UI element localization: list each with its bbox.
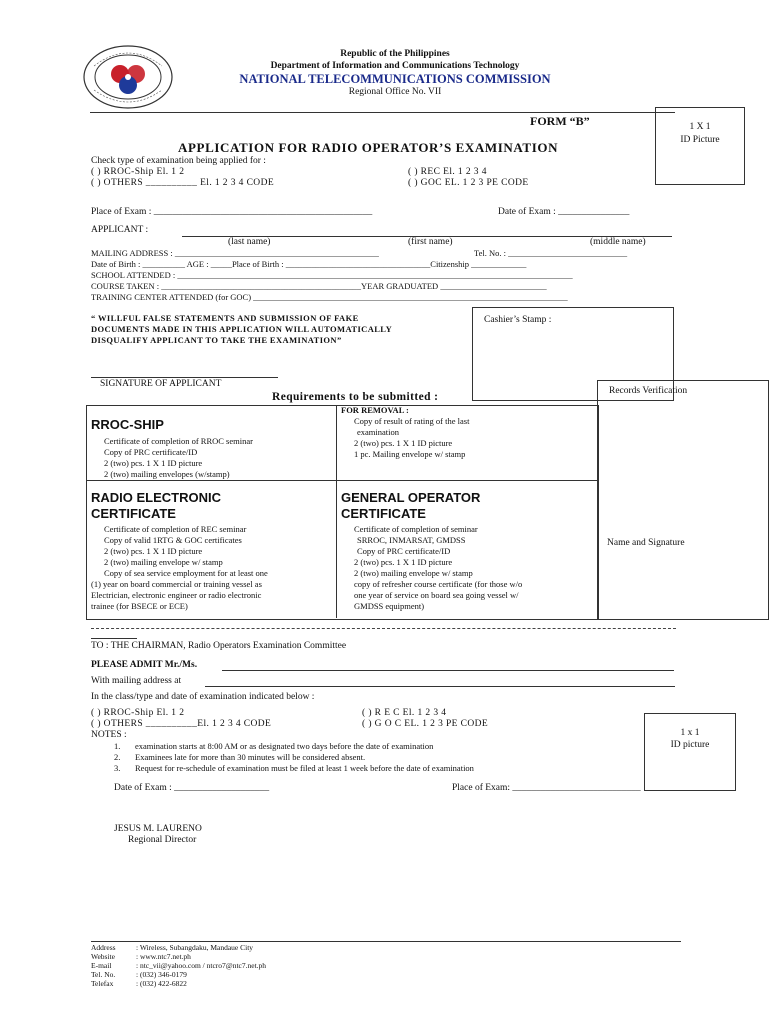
- mailing-address-field[interactable]: MAILING ADDRESS : ________________________________________________: [91, 248, 379, 258]
- regional-office: Regional Office No. VII: [348, 87, 442, 97]
- agency-name: NATIONAL TELECOMMUNICATIONS COMMISSION: [239, 72, 551, 86]
- header-rule: [90, 112, 675, 113]
- footer-website-value[interactable]: : www.ntc7.net.ph: [136, 952, 191, 961]
- warning-line-1: “ WILLFUL FALSE STATEMENTS AND SUBMISSION OF FAKE: [91, 313, 359, 323]
- id-box-size: 1 X 1: [689, 122, 711, 132]
- footer-tel-value: : (032) 346-0179: [136, 970, 187, 979]
- opt-others[interactable]: ( ) OTHERS __________ El. 1 2 3 4 CODE: [91, 178, 275, 188]
- requirements-divider-h: [86, 480, 597, 481]
- department-line: Department of Information and Communications Technology: [270, 61, 520, 71]
- goc-item-1: Certificate of completion of seminar: [354, 524, 478, 534]
- opt-rroc-ship[interactable]: ( ) RROC-Ship El. 1 2: [91, 167, 185, 177]
- school-field[interactable]: SCHOOL ATTENDED : _____________________________________________________________________________________________: [91, 270, 573, 280]
- rec-heading-1: RADIO ELECTRONIC: [91, 490, 221, 505]
- rroc-item-1: Certificate of completion of RROC seminar: [104, 436, 253, 446]
- rec-item-5: Copy of sea service employment for at least one: [104, 568, 268, 578]
- removal-item-3: 2 (two) pcs. 1 X 1 ID picture: [354, 438, 453, 448]
- footer-email-label: E-mail: [91, 961, 112, 970]
- opt-rec[interactable]: ( ) REC El. 1 2 3 4: [408, 167, 487, 177]
- mailing-at-line[interactable]: [205, 686, 675, 687]
- footer-address-label: Address: [91, 943, 116, 952]
- cashier-stamp-label: Cashier’s Stamp :: [484, 315, 552, 325]
- goc-heading-1: GENERAL OPERATOR: [341, 490, 481, 505]
- warning-line-3: DISQUALIFY APPLICANT TO TAKE THE EXAMINATION”: [91, 335, 342, 345]
- rec-item-3: 2 (two) pcs. 1 X 1 ID picture: [104, 546, 203, 556]
- removal-item-2: examination: [357, 427, 400, 437]
- id-box-caption: ID Picture: [680, 135, 720, 145]
- rec-wrap-2: Electrician, electronic engineer or radio electronic: [91, 590, 262, 600]
- mailing-at-label: With mailing address at: [91, 676, 182, 686]
- footer-tel-label: Tel. No.: [91, 970, 116, 979]
- goc-item-2: SRROC, INMARSAT, GMDSS: [357, 535, 466, 545]
- class-type-line: In the class/type and date of examination indicated below :: [91, 692, 315, 702]
- rroc-ship-heading: RROC-SHIP: [91, 417, 164, 432]
- last-name-caption: (last name): [228, 237, 271, 247]
- bottom-date-field[interactable]: Date of Exam : ____________________: [114, 783, 270, 793]
- course-row[interactable]: COURSE TAKEN : _______________________________________________YEAR GRADUATED _________________________: [91, 281, 547, 291]
- bottom-opt-rroc[interactable]: ( ) RROC-Ship El. 1 2: [91, 708, 185, 718]
- rroc-item-2: Copy of PRC certificate/ID: [104, 447, 198, 457]
- id-box-bottom-size: 1 x 1: [680, 728, 700, 738]
- rroc-item-4: 2 (two) mailing envelopes (w/stamp): [104, 469, 230, 479]
- republic-line: Republic of the Philippines: [340, 49, 450, 59]
- place-of-exam-field[interactable]: Place of Exam : ______________________________________________: [91, 207, 373, 217]
- notes-label: NOTES :: [91, 730, 127, 740]
- director-name: JESUS M. LAURENO: [114, 824, 202, 834]
- ntc-seal-logo: [82, 44, 174, 110]
- bottom-opt-rec[interactable]: ( ) R E C El. 1 2 3 4: [362, 708, 447, 718]
- director-title: Regional Director: [128, 835, 197, 845]
- goc-heading-2: CERTIFICATE: [341, 506, 426, 521]
- note-1-text: examination starts at 8:00 AM or as designated two days before the date of examination: [135, 741, 434, 751]
- goc-item-5: 2 (two) mailing envelope w/ stamp: [354, 568, 473, 578]
- goc-wrap-2: one year of service on board sea going vessel w/: [354, 590, 519, 600]
- footer-fax-value: : (032) 422-6822: [136, 979, 187, 988]
- training-center-field[interactable]: TRAINING CENTER ATTENDED (for GOC) __________________________________________________________________________: [91, 292, 568, 302]
- footer-address-value: : Wireless, Subangdaku, Mandaue City: [136, 943, 254, 952]
- note-1-num: 1.: [114, 741, 121, 751]
- signature-line[interactable]: [91, 377, 278, 378]
- bottom-place-field[interactable]: Place of Exam: ___________________________: [452, 783, 641, 793]
- goc-wrap-3: GMDSS equipment): [354, 601, 425, 611]
- opt-goc[interactable]: ( ) GOC EL. 1 2 3 PE CODE: [408, 178, 529, 188]
- id-picture-box-bottom: [644, 713, 736, 791]
- please-admit-line[interactable]: [222, 670, 674, 671]
- form-label: FORM “B”: [530, 114, 590, 128]
- applicant-label: APPLICANT :: [91, 225, 149, 235]
- note-2-text: Examinees late for more than 30 minutes will be considered absent.: [135, 752, 366, 762]
- goc-item-3: Copy of PRC certificate/ID: [357, 546, 451, 556]
- rec-item-1: Certificate of completion of REC seminar: [104, 524, 247, 534]
- date-of-exam-field[interactable]: Date of Exam : _______________: [498, 207, 630, 217]
- name-and-signature-label: Name and Signature: [607, 538, 685, 548]
- warning-line-2: DOCUMENTS MADE IN THIS APPLICATION WILL AUTOMATICALLY: [91, 324, 393, 334]
- removal-item-4: 1 pc. Mailing envelope w/ stamp: [354, 449, 466, 459]
- please-admit-label: PLEASE ADMIT Mr./Ms.: [91, 660, 198, 670]
- tel-no-field[interactable]: Tel. No. : ____________________________: [474, 248, 628, 258]
- note-3-text: Request for re-schedule of examination must be filed at least 1 week before the date of examination: [135, 763, 474, 773]
- cut-line: [91, 628, 676, 629]
- removal-heading: FOR REMOVAL :: [341, 405, 409, 415]
- rec-heading-2: CERTIFICATE: [91, 506, 176, 521]
- footer-website-label: Website: [91, 952, 115, 961]
- requirements-divider-v: [336, 405, 337, 618]
- footer-fax-label: Telefax: [91, 979, 114, 988]
- check-type-intro: Check type of examination being applied for :: [91, 156, 266, 166]
- id-picture-box-top: [655, 107, 745, 185]
- rec-wrap-3: trainee (for BSECE or ECE): [91, 601, 188, 611]
- dob-row[interactable]: Date of Birth : __________ AGE : _____Place of Birth : __________________________________Citizenship _____________: [91, 259, 527, 269]
- cut-line-short: [91, 638, 137, 639]
- bottom-opt-goc[interactable]: ( ) G O C EL. 1 2 3 PE CODE: [362, 719, 489, 729]
- rroc-item-3: 2 (two) pcs. 1 X 1 ID picture: [104, 458, 203, 468]
- middle-name-caption: (middle name): [590, 237, 646, 247]
- records-verification-box: [597, 380, 769, 620]
- bottom-opt-others[interactable]: ( ) OTHERS __________El. 1 2 3 4 CODE: [91, 719, 272, 729]
- rec-item-4: 2 (two) mailing envelope w/ stamp: [104, 557, 223, 567]
- footer-email-value[interactable]: : ntc_vii@yahoo.com / ntcro7@ntc7.net.ph: [136, 961, 267, 970]
- rec-item-2: Copy of valid 1RTG & GOC certificates: [104, 535, 242, 545]
- note-3-num: 3.: [114, 763, 121, 773]
- form-title: APPLICATION FOR RADIO OPERATOR’S EXAMINATION: [178, 140, 559, 155]
- requirements-title: Requirements to be submitted :: [272, 391, 439, 403]
- first-name-caption: (first name): [408, 237, 453, 247]
- removal-item-1: Copy of result of rating of the last: [354, 416, 470, 426]
- signature-label: SIGNATURE OF APPLICANT: [100, 379, 222, 389]
- note-2-num: 2.: [114, 752, 121, 762]
- goc-wrap-1: copy of refresher course certificate (for those w/o: [354, 579, 523, 589]
- chairman-line: TO : THE CHAIRMAN, Radio Operators Examination Committee: [91, 641, 347, 651]
- footer-rule: [91, 941, 681, 942]
- rec-wrap-1: (1) year on board commercial or training vessel as: [91, 579, 262, 589]
- goc-item-4: 2 (two) pcs. 1 X 1 ID picture: [354, 557, 453, 567]
- id-box-bottom-caption: ID picture: [670, 740, 710, 750]
- records-verification-label: Records Verification: [609, 386, 688, 396]
